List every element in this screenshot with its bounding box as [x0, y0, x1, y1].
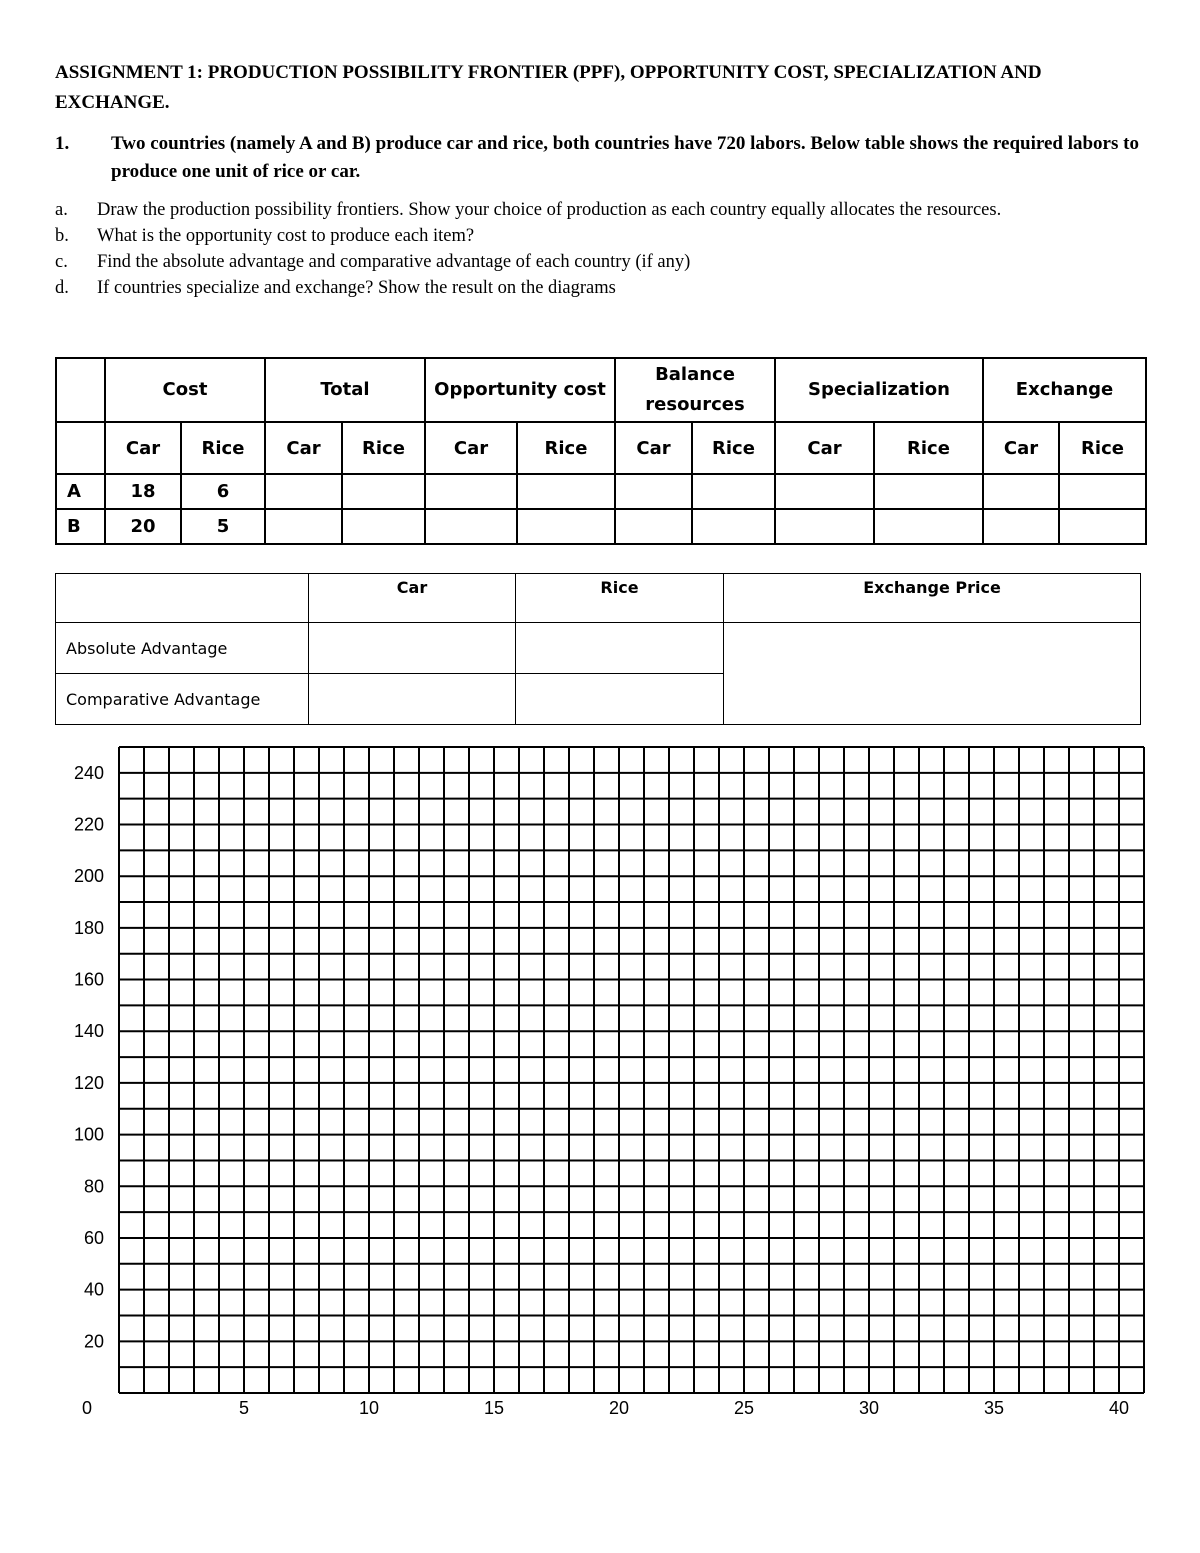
x-axis-labels [82, 1398, 1129, 1418]
y-tick-label: 220 [73, 814, 104, 835]
subquestion-b [55, 223, 1155, 249]
x-tick-label: 15 [483, 1398, 505, 1418]
gridlines [119, 747, 1144, 1393]
graph-paper-grid[interactable] [0, 730, 1200, 1430]
subheader-rice: Rice [692, 422, 775, 474]
subheader-car: Car [425, 422, 517, 474]
subquestion-a [55, 197, 1155, 223]
blank-cell[interactable] [874, 474, 983, 509]
subquestion-text: What is the opportunity cost to produce each item? [97, 226, 475, 246]
blank-cell[interactable] [342, 509, 425, 544]
y-tick-label: 160 [73, 969, 104, 990]
group-exchange: Exchange [983, 358, 1146, 422]
subheader-rice: Rice [874, 422, 983, 474]
y-tick-label: 60 [83, 1227, 104, 1248]
subquestion-c [55, 249, 1155, 275]
absolute-advantage-label: Absolute Advantage [56, 623, 309, 674]
comparative-advantage-label: Comparative Advantage [56, 674, 309, 725]
group-specialization: Specialization [775, 358, 983, 422]
blank-cell[interactable] [265, 509, 342, 544]
country-label: B [56, 509, 105, 544]
subheader-rice: Rice [342, 422, 425, 474]
table-row [56, 509, 1146, 544]
x-tick-label: 35 [983, 1398, 1005, 1418]
blank-cell[interactable] [692, 509, 775, 544]
blank-cell[interactable] [983, 509, 1059, 544]
blank-cell[interactable] [1059, 474, 1146, 509]
subquestion-text: Draw the production possibility frontiers. Show your choice of production as each country equally allocates the resources. [97, 200, 1002, 220]
blank-cell[interactable] [517, 474, 615, 509]
country-label: A [56, 474, 105, 509]
x-tick-label: 30 [858, 1398, 880, 1418]
production-table [55, 357, 1147, 545]
group-balance-resources: Balance resources [615, 358, 775, 422]
assignment-title: ASSIGNMENT 1: PRODUCTION POSSIBILITY FRONTIER (PPF), OPPORTUNITY COST, SPECIALIZATION AND EXCHANGE. [55, 62, 1042, 113]
header-exchange-price: Exchange Price [724, 574, 1141, 623]
blank-cell[interactable] [517, 509, 615, 544]
rice-cost: 6 [181, 474, 265, 509]
blank-cell[interactable] [342, 474, 425, 509]
blank-cell[interactable] [775, 474, 874, 509]
exchange-price-cell[interactable] [724, 623, 1141, 725]
y-tick-label: 80 [83, 1176, 104, 1197]
x-tick-label: 40 [1108, 1398, 1130, 1418]
subheader-rice: Rice [181, 422, 265, 474]
subheader-car: Car [775, 422, 874, 474]
blank-cell[interactable] [309, 674, 516, 725]
x-tick-label: 5 [238, 1398, 250, 1418]
blank-cell[interactable] [1059, 509, 1146, 544]
x-tick-label: 0 [81, 1398, 93, 1418]
x-tick-label: 20 [608, 1398, 630, 1418]
subquestion-list [55, 197, 1155, 301]
y-tick-label: 240 [73, 762, 104, 783]
x-tick-label: 25 [733, 1398, 755, 1418]
blank-cell[interactable] [265, 474, 342, 509]
blank-cell[interactable] [516, 623, 724, 674]
x-tick-label: 10 [358, 1398, 380, 1418]
subheader-rice: Rice [1059, 422, 1146, 474]
group-opportunity-cost: Opportunity cost [425, 358, 615, 422]
blank-cell[interactable] [615, 509, 692, 544]
corner-cell [56, 574, 309, 623]
subquestion-label: d. [55, 278, 69, 298]
subheader-car: Car [265, 422, 342, 474]
subquestion-text: If countries specialize and exchange? Show the result on the diagrams [97, 278, 616, 298]
blank-cell[interactable] [516, 674, 724, 725]
group-cost: Cost [105, 358, 265, 422]
y-tick-label: 120 [73, 1072, 104, 1093]
blank-cell[interactable] [425, 474, 517, 509]
y-tick-label: 180 [73, 917, 104, 938]
blank-cell[interactable] [874, 509, 983, 544]
blank-cell[interactable] [615, 474, 692, 509]
y-tick-label: 40 [83, 1279, 104, 1300]
blank-cell[interactable] [309, 623, 516, 674]
subquestion-text: Find the absolute advantage and comparative advantage of each country (if any) [97, 252, 691, 272]
y-tick-label: 100 [73, 1124, 104, 1145]
corner-cell [56, 358, 105, 422]
advantage-table [55, 573, 1141, 725]
group-total: Total [265, 358, 425, 422]
table-row [56, 474, 1146, 509]
subquestion-label: a. [55, 200, 68, 220]
blank-cell[interactable] [775, 509, 874, 544]
car-cost: 18 [105, 474, 181, 509]
blank-cell[interactable] [425, 509, 517, 544]
question-text: Two countries (namely A and B) produce car and rice, both countries have 720 labors. Below table shows the required labors to produce one unit of rice or car. [111, 133, 1139, 182]
blank-cell[interactable] [692, 474, 775, 509]
subquestion-d [55, 275, 1155, 301]
blank-cell[interactable] [983, 474, 1059, 509]
corner-cell [56, 422, 105, 474]
rice-cost: 5 [181, 509, 265, 544]
question-number: 1. [55, 133, 70, 154]
header-rice: Rice [516, 574, 724, 623]
subheader-car: Car [615, 422, 692, 474]
subquestion-label: b. [55, 226, 69, 246]
subheader-rice: Rice [517, 422, 615, 474]
y-tick-label: 20 [83, 1331, 104, 1352]
y-axis-labels [74, 763, 104, 1351]
question-1 [55, 130, 1155, 186]
car-cost: 20 [105, 509, 181, 544]
y-tick-label: 200 [73, 866, 104, 887]
y-tick-label: 140 [73, 1021, 104, 1042]
subquestion-label: c. [55, 252, 68, 272]
subheader-car: Car [983, 422, 1059, 474]
table-row [56, 623, 1141, 674]
subheader-car: Car [105, 422, 181, 474]
header-car: Car [309, 574, 516, 623]
